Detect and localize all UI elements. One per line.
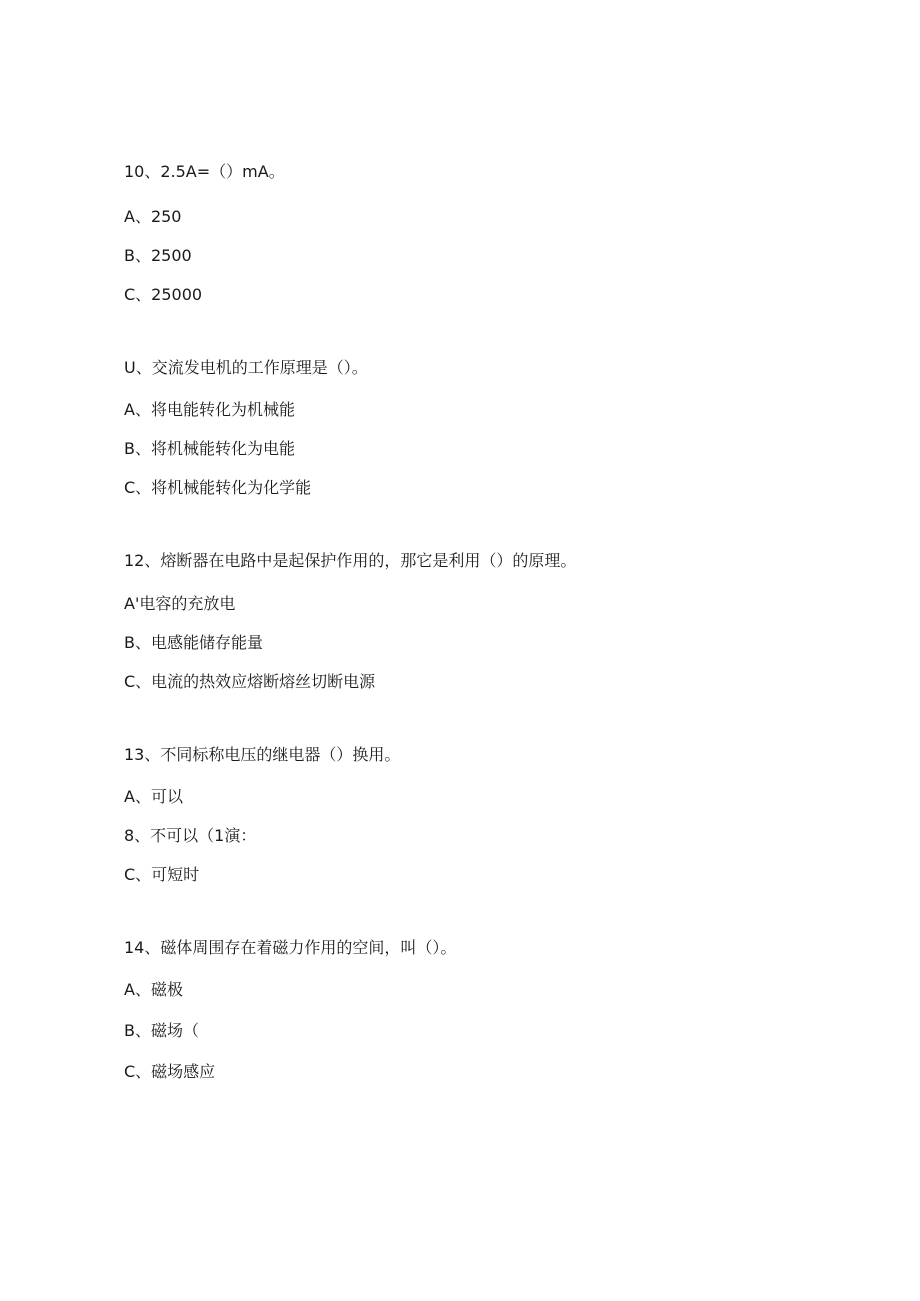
- question-13-option-b: 8、不可以（1演：: [124, 826, 257, 845]
- question-14-option-c: C、磁场感应: [124, 1062, 216, 1081]
- question-10-option-b: B、2500: [124, 246, 192, 265]
- question-11-option-b: B、将机械能转化为电能: [124, 439, 295, 458]
- question-13-option-a: A、可以: [124, 787, 183, 806]
- question-14-option-a: A、磁极: [124, 980, 183, 999]
- question-12-option-b: B、电感能储存能量: [124, 633, 263, 652]
- question-13-stem: 13、不同标称电压的继电器（）换用。: [124, 745, 401, 764]
- question-11-option-c: C、将机械能转化为化学能: [124, 478, 312, 497]
- question-11-option-a: A、将电能转化为机械能: [124, 400, 295, 419]
- question-13-option-c: C、可短时: [124, 865, 200, 884]
- question-12-option-c: C、电流的热效应熔断熔丝切断电源: [124, 672, 376, 691]
- question-12-stem: 12、熔断器在电路中是起保护作用的，那它是利用（）的原理。: [124, 551, 577, 570]
- question-10-option-a: A、250: [124, 207, 182, 226]
- question-10-stem: 10、2.5A=（）mA。: [124, 162, 285, 181]
- question-14-option-b: B、磁场（: [124, 1021, 199, 1040]
- question-11-stem: U、交流发电机的工作原理是（）。: [124, 358, 368, 377]
- question-12-option-a: A'电容的充放电: [124, 594, 236, 613]
- question-10-option-c: C、25000: [124, 285, 203, 304]
- question-14-stem: 14、磁体周围存在着磁力作用的空间，叫（）。: [124, 938, 457, 957]
